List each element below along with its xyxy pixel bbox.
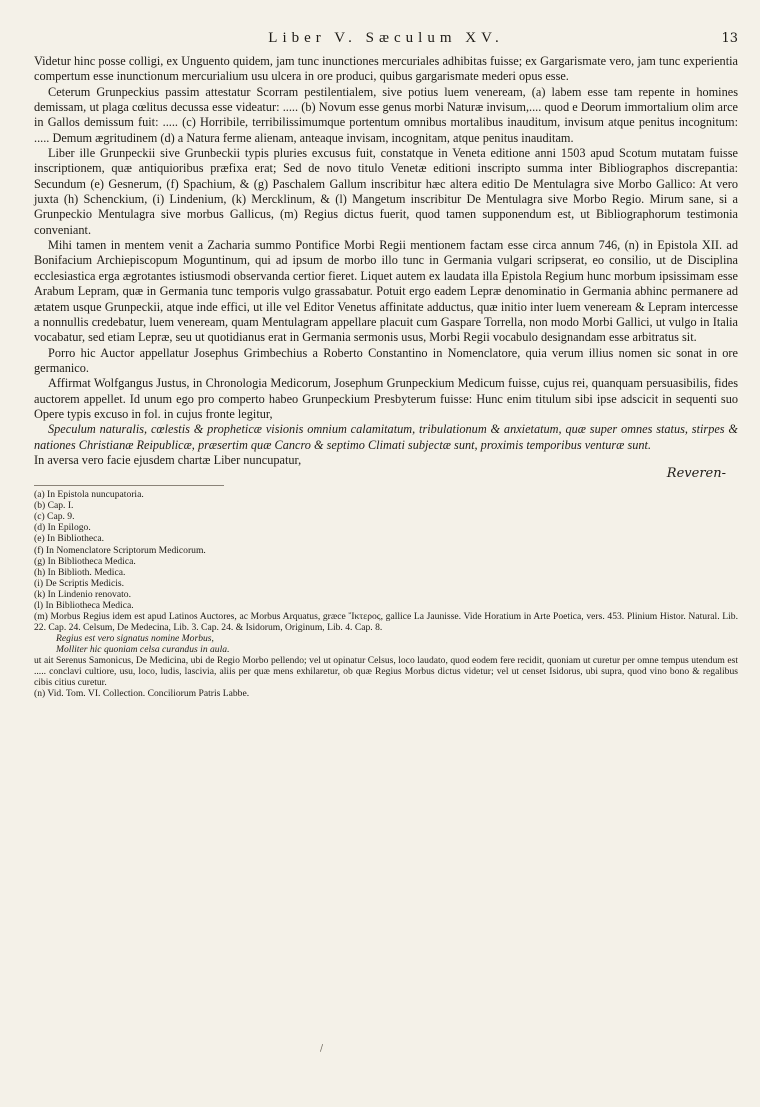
bottom-mark: / xyxy=(320,1044,324,1054)
footnote: (d) In Epilogo. xyxy=(34,522,91,534)
footnote: (m) Morbus Regius idem est apud Latinos Auctores, ac Morbus Arquatus, græce Ἴκτερος, gallice La Jaunisse. Vide Horatium in Arte Poetica, vers. 453. Plinium Histor. Natural. Lib. 22. Cap. 24. Celsum, De Medecina, Lib. 3. Cap. 24. & Isidorum, Originum, Lib. 4. Cap. 8. xyxy=(34,610,738,633)
paragraph-7-speculum-title: Speculum naturalis, cœlestis & propheticæ visionis omnium calamitatum, tribulationum & anxietatum, quæ super omnes status, stirpes & nationes Christianæ Reipublicæ, præsertim quæ Cancro & septimo Climati subjectæ sunt, proximis temporibus venturæ sunt. xyxy=(34,422,738,452)
paragraph-8: In aversa vero facie ejusdem chartæ Liber nuncupatur, xyxy=(34,452,302,467)
running-title: Liber V. Sæculum XV. xyxy=(268,30,504,46)
footnote: (a) In Epistola nuncupatoria. xyxy=(34,489,144,501)
main-text xyxy=(34,54,738,468)
page-header xyxy=(34,30,738,54)
footnotes xyxy=(34,489,738,699)
footnote: (c) Cap. 9. xyxy=(34,511,75,523)
footnote: (l) In Bibliotheca Medica. xyxy=(34,599,134,611)
paragraph-3: Liber ille Grunpeckii sive Grunbeckii typis pluries excusus fuit, constatque in Veneta editione anni 1503 apud Scotum mutatam fuisse inscriptionem, quæ antiquioribus præfixa erat; Sed de novo titulo Venetæ editioni inscripto summa inter Bibliographos discrepantia: Secundum (e) Gesnerum, (f) Spachium, & (g) Paschalem Gallum inscribitur hæc altera editio De Mentulagra sive Morbo Gallico: At vero juxta (h) Schenckium, (i) Lindenium, (k) Mercklinum, & (l) Mangetum inscribitur De Mentulagra sive Morbo Regio. Mirum sane, si a Grunpeckio Mentulagra sive morbus Gallicus, (m) Regius dictus fuerit, quod tamen supponendum est, ut Bibliographorum testimonia conveniant. xyxy=(34,146,738,237)
page xyxy=(34,30,738,699)
footnote: (f) In Nomenclatore Scriptorum Medicorum. xyxy=(34,544,206,556)
catchword: Reveren- xyxy=(666,466,726,482)
paragraph-6: Affirmat Wolfgangus Justus, in Chronologia Medicorum, Josephum Grunpeckium Medicum fuisse, cujus rei, quanquam persuasibilis, fides auctorem appellet. Id unum ego pro comperto habeo Grunpeckium Presbyterum fuisse: Hunc enim titulum sibi ipse adscicit in sequenti suo Opere typis excuso in fol. in cujus fronte legitur, xyxy=(34,376,738,421)
paragraph-1: Videtur hinc posse colligi, ex Unguento quidem, jam tunc inunctiones mercuriales adhibitas fuisse; ex Gargarismate vero, jam tunc experientia compertum esse inunctionum mercurialium usu ulcera in ore produci, quibus gargarismate mederi opus esse. xyxy=(34,54,738,84)
footnote-divider xyxy=(34,485,224,486)
footnote: (h) In Biblioth. Medica. xyxy=(34,566,126,578)
paragraph-4: Mihi tamen in mentem venit a Zacharia summo Pontifice Morbi Regii mentionem factam esse circa annum 746, (n) in Epistola XII. ad Bonifacium Archiepiscopum Moguntinum, qui ad ipsum de morbo illo tunc in Germania vulgari scripserat, eo consilio, ut de Disciplina ecclesiastica erga ægrotantes istiusmodi observanda certior fieret. Liquet autem ex laudata illa Epistola Regium hunc morbum ipsissimam esse Arabum Lepram, quæ in Germania tunc temporis vulgo grassabatur. Potuit ergo eadem Lepræ denominatio in Germania abhinc permanere ad ætatem usque Grunpeckii, atque inde effici, ut ille vel Editor Venetus affinitate adductus, quæ initio inter luem veneream & Lepram intercesse a nonnullis credebatur, luem veneream, quam Mentulagram appellare placuit cum Gaspare Torrella, non modo Morbi Gallici, ut vulgo in Italia vocabatur, sed etiam Lepræ, seu ut quotidianus erat in Germania sermonis usus, Morbi Regii vocabulo designandam esse arbitratus sit. xyxy=(34,238,738,345)
footnote: (g) In Bibliotheca Medica. xyxy=(34,555,136,567)
footnote-verse: Regius est vero signatus nomine Morbus, xyxy=(56,632,214,644)
footnote: (b) Cap. I. xyxy=(34,500,74,512)
footnote: (k) In Lindenio renovato. xyxy=(34,588,131,600)
footnote: (e) In Bibliotheca. xyxy=(34,533,105,545)
footnote: (i) De Scriptis Medicis. xyxy=(34,577,125,589)
paragraph-5: Porro hic Auctor appellatur Josephus Grimbechius a Roberto Constantino in Nomenclatore, quia verum illius nomen sic sonat in ore germanico. xyxy=(34,345,738,375)
footnote: ut ait Serenus Samonicus, De Medicina, ubi de Regio Morbo pellendo; vel ut opinatur Celsus, loco laudato, quod eodem fere recidit, quoniam ut curetur per omne tempus utendum est ..... conclavi cultiore, usu, loco, ludis, lascivia, aliis per quæ mens exhilaretur, ob quæ Regius Morbus dictus videtur; vel ut censet Isidorus, ubi supra, quod vino bono & regalibus cibis citius curetur. xyxy=(34,654,738,689)
paragraph-2: Ceterum Grunpeckius passim attestatur Scorram pestilentialem, sive potius luem veneream, (a) labem esse tam repente in homines demissam, ut plaga cœlitus decussa esse videatur: ..... (b) Novum esse genus morbi Naturæ invisum,.... quod e Deorum immortalium olim arce in Gallos demissum fuit: ..... (c) Horribile, terribilissimumque portentum omnibus mortalibus inauditum, invisum atque penitus incognitum: ..... Demum ægritudinem (d) a Natura ferme alienam, anteaque invisam, incognitam, atque penitus inauditam. xyxy=(34,84,738,145)
footnote: (n) Vid. Tom. VI. Collection. Conciliorum Patris Labbe. xyxy=(34,688,250,700)
footnote-verse: Molliter hic quoniam celsa curandus in aula. xyxy=(56,643,230,655)
page-number: 13 xyxy=(721,31,738,46)
